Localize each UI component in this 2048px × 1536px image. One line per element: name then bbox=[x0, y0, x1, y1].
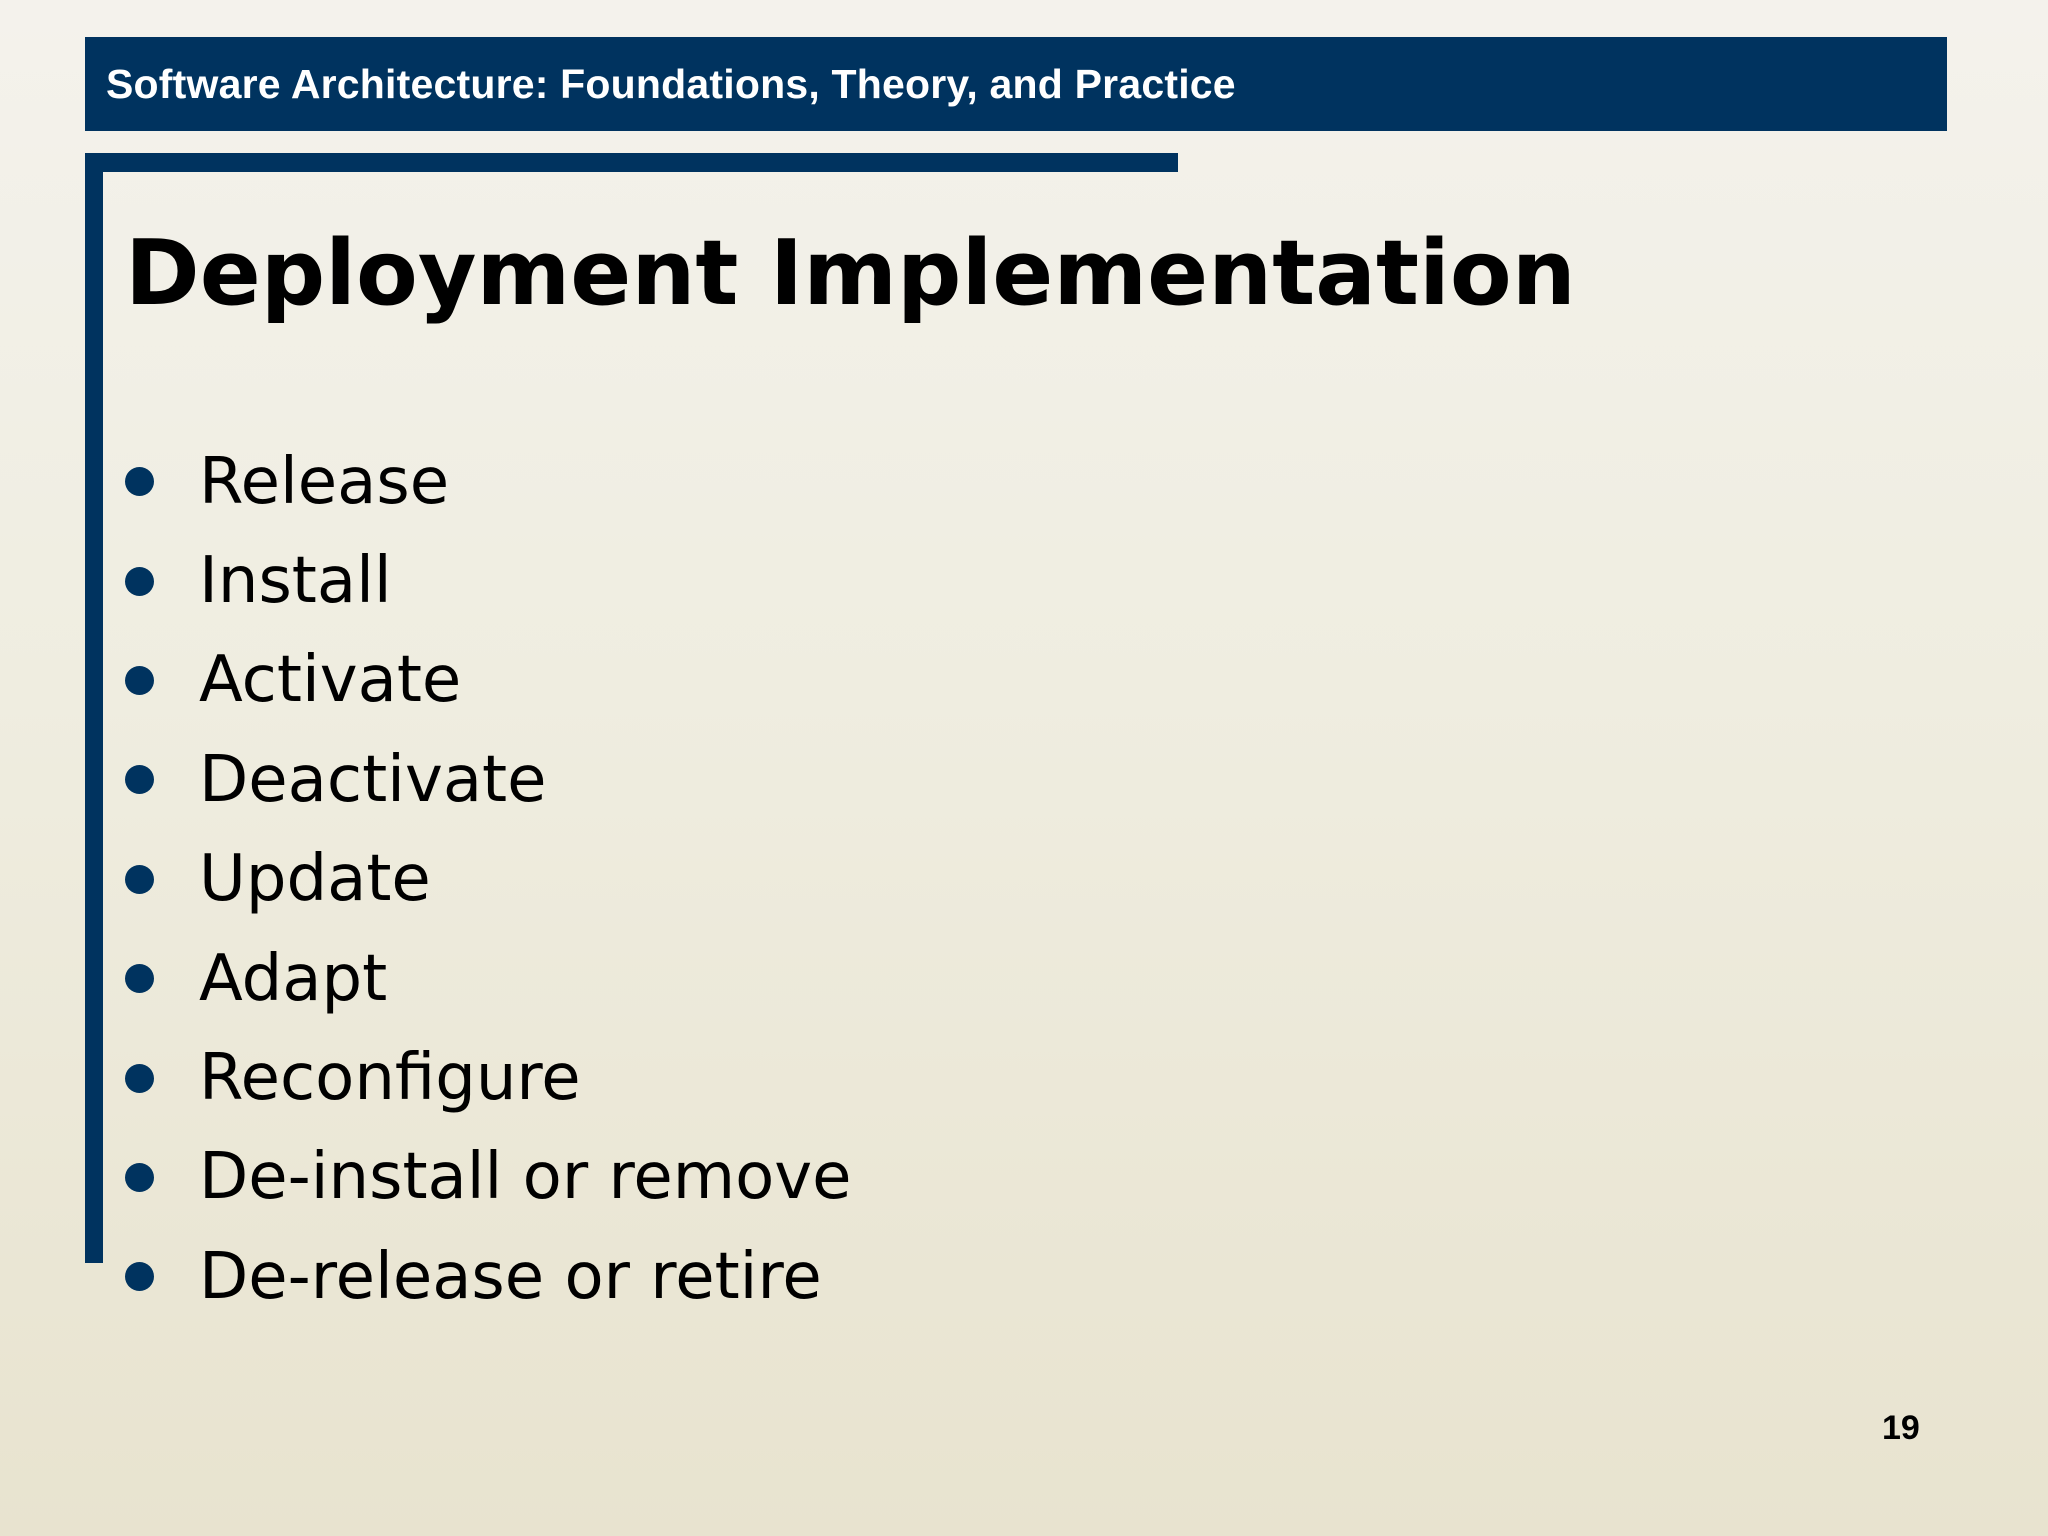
bullet-text: De-install or remove bbox=[199, 1140, 852, 1215]
bullet-item bbox=[125, 830, 852, 929]
bullet-item bbox=[125, 531, 852, 630]
page-number: 19 bbox=[1882, 1409, 1920, 1447]
bullet-icon bbox=[125, 1163, 154, 1192]
title-frame-left-rule bbox=[85, 153, 103, 1263]
bullet-item bbox=[125, 1128, 852, 1227]
bullet-icon bbox=[125, 1064, 154, 1093]
title-frame-top-rule bbox=[85, 153, 1178, 172]
bullet-text: Adapt bbox=[199, 941, 388, 1016]
bullet-icon bbox=[125, 765, 154, 794]
bullet-icon bbox=[125, 964, 154, 993]
bullet-item bbox=[125, 929, 852, 1028]
bullet-icon bbox=[125, 467, 154, 496]
header-bar bbox=[85, 37, 1947, 131]
slide-title: Deployment Implementation bbox=[125, 221, 1576, 326]
bullet-icon bbox=[125, 666, 154, 695]
bullet-item bbox=[125, 631, 852, 730]
bullet-text: Activate bbox=[199, 643, 462, 718]
bullet-list bbox=[125, 432, 852, 1327]
bullet-text: Deactivate bbox=[199, 742, 547, 817]
bullet-text: De-release or retire bbox=[199, 1239, 822, 1314]
bullet-text: Release bbox=[199, 444, 450, 519]
bullet-item bbox=[125, 730, 852, 829]
bullet-item bbox=[125, 1028, 852, 1127]
bullet-item bbox=[125, 432, 852, 531]
bullet-text: Update bbox=[199, 842, 431, 917]
bullet-text: Install bbox=[199, 544, 392, 619]
bullet-icon bbox=[125, 567, 154, 596]
bullet-icon bbox=[125, 865, 154, 894]
bullet-item bbox=[125, 1227, 852, 1326]
bullet-text: Reconfigure bbox=[199, 1041, 581, 1116]
bullet-icon bbox=[125, 1262, 154, 1291]
course-title: Software Architecture: Foundations, Theory, and Practice bbox=[106, 60, 1236, 107]
